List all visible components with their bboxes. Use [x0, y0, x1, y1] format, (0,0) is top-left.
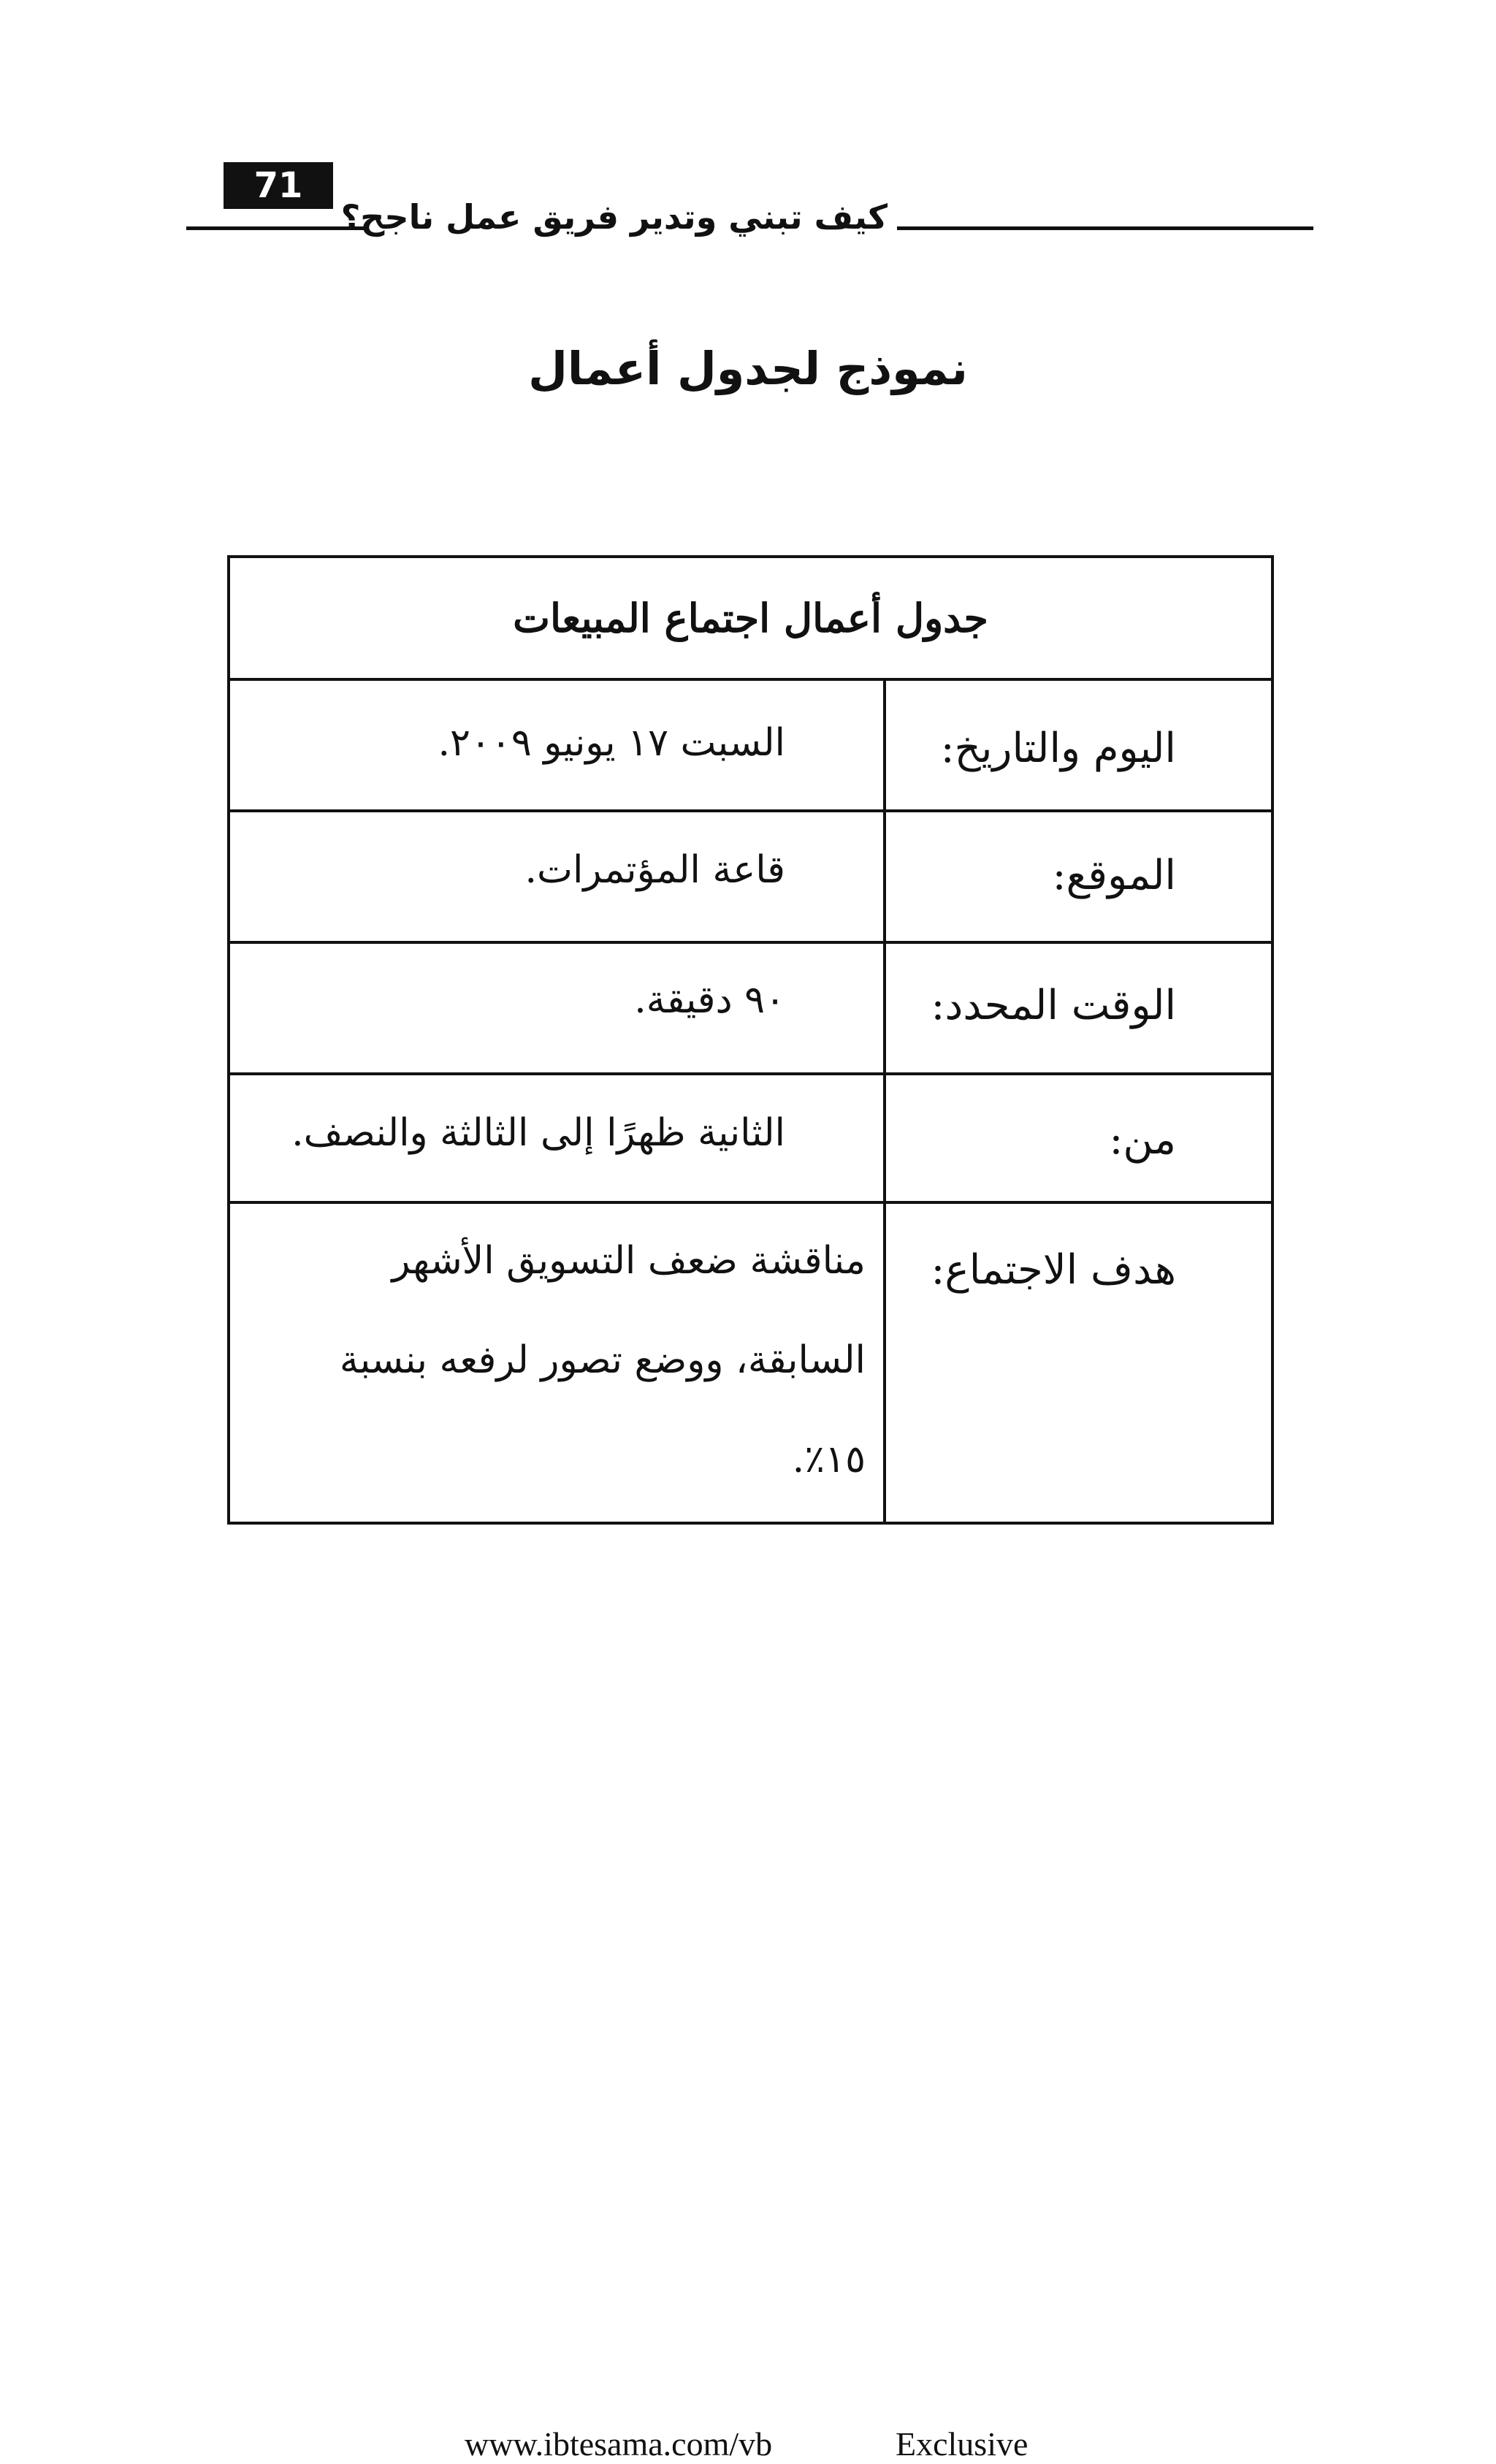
row-label: هدف الاجتماع: [931, 1246, 1176, 1294]
agenda-table [227, 555, 1274, 1525]
table-row-date [230, 681, 1271, 812]
table-row-location [230, 812, 1271, 944]
row-value: السبت ١٧ يونيو ٢٠٠٩. [438, 721, 785, 765]
row-label: الوقت المحدد: [931, 982, 1176, 1029]
row-value: قاعة المؤتمرات. [524, 848, 785, 892]
page-title: نموذج لجدول أعمال [528, 342, 968, 395]
footer-tag: Exclusive [896, 2425, 1028, 2463]
row-label: الموقع: [1052, 852, 1176, 899]
row-label: اليوم والتاريخ: [940, 725, 1176, 772]
row-value: مناقشة ضعف التسويق الأشهر السابقة، ووضع تصور لرفعه بنسبة ١٥٪. [339, 1239, 866, 1481]
row-value: الثانية ظهرًا إلى الثالثة والنصف. [291, 1111, 785, 1155]
table-row-duration [230, 944, 1271, 1075]
header-rule-right [897, 226, 1313, 230]
row-label: من: [1109, 1116, 1176, 1164]
footer-url: www.ibtesama.com/vb [465, 2425, 773, 2463]
agenda-table-title: جدول أعمال اجتماع المبيعات [230, 558, 1271, 681]
page-number: 71 [224, 162, 333, 209]
table-row-time [230, 1075, 1271, 1204]
running-header-title: كيف تبني وتدير فريق عمل ناجح؟ [340, 197, 888, 237]
row-value: ٩٠ دقيقة. [634, 978, 785, 1022]
table-row-objective [230, 1204, 1271, 1525]
